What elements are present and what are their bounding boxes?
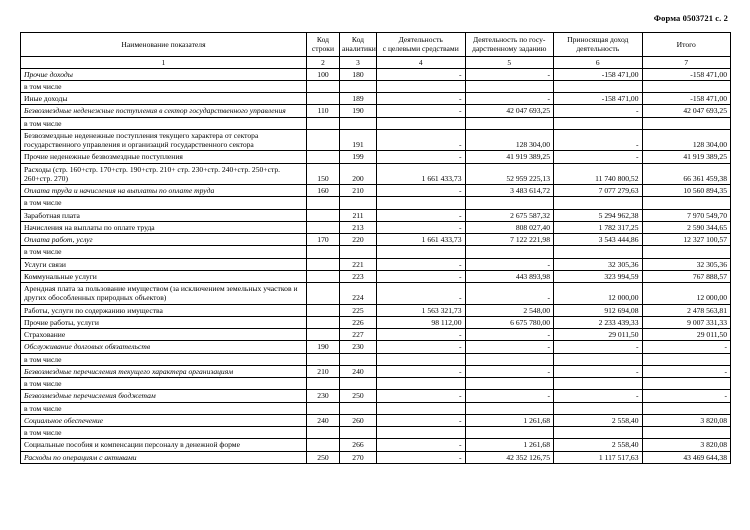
row-indicator-name: Оплата труда и начисления на выплаты по оплате труда — [21, 185, 307, 197]
table-row — [21, 185, 731, 197]
table-row — [21, 378, 731, 390]
column-number-7: 7 — [642, 56, 731, 68]
value-cell-col5: 2 675 587,32 — [465, 209, 554, 221]
header-row-code — [307, 33, 340, 57]
row-indicator-name: Безвозмездные неденежные поступления текущего характера от сектора государственного управления и организаций государственного сектора — [21, 129, 307, 151]
row-indicator-name: Расходы по операциям с активами — [21, 451, 307, 463]
header-targeted-funds-activity — [377, 33, 466, 57]
row-indicator-name: в том числе — [21, 378, 307, 390]
value-cell-col6 — [554, 80, 643, 92]
row-code-cell — [307, 93, 340, 105]
value-cell-col4: 1 661 433,73 — [377, 234, 466, 246]
analytics-code-cell — [340, 197, 377, 209]
row-indicator-name: Работы, услуги по содержанию имущества — [21, 304, 307, 316]
row-indicator-name: Безвозмездные перечисления текущего характера организациям — [21, 365, 307, 377]
analytics-code-cell — [340, 80, 377, 92]
row-code-cell: 250 — [307, 451, 340, 463]
row-code-cell: 230 — [307, 390, 340, 402]
value-cell-col6: - — [554, 390, 643, 402]
row-indicator-name: Социальные пособия и компенсации персоналу в денежной форме — [21, 439, 307, 451]
analytics-code-cell: 226 — [340, 316, 377, 328]
table-row — [21, 390, 731, 402]
header-row-code-line1: Код — [316, 35, 330, 44]
value-cell-col7: 29 011,50 — [642, 329, 731, 341]
value-cell-col6: - — [554, 105, 643, 117]
table-row — [21, 283, 731, 305]
row-code-cell: 210 — [307, 365, 340, 377]
header-col5-line2: дарственному заданию — [472, 44, 547, 54]
value-cell-col6: 12 000,00 — [554, 283, 643, 305]
analytics-code-cell: 190 — [340, 105, 377, 117]
value-cell-col6 — [554, 353, 643, 365]
value-cell-col5: - — [465, 93, 554, 105]
value-cell-col6: - — [554, 341, 643, 353]
value-cell-col4: - — [377, 329, 466, 341]
analytics-code-cell — [340, 378, 377, 390]
row-indicator-name: Прочие работы, услуги — [21, 316, 307, 328]
value-cell-col6: -158 471,00 — [554, 93, 643, 105]
row-code-cell: 160 — [307, 185, 340, 197]
row-code-cell — [307, 427, 340, 439]
row-code-cell: 170 — [307, 234, 340, 246]
value-cell-col5: 443 893,98 — [465, 270, 554, 282]
value-cell-col5: - — [465, 365, 554, 377]
analytics-code-cell — [340, 402, 377, 414]
value-cell-col6: 912 694,08 — [554, 304, 643, 316]
value-cell-col5: 7 122 221,98 — [465, 234, 554, 246]
value-cell-col4 — [377, 80, 466, 92]
analytics-code-cell — [340, 246, 377, 258]
row-code-cell: 150 — [307, 163, 340, 185]
row-code-cell — [307, 270, 340, 282]
row-code-cell — [307, 151, 340, 163]
value-cell-col5: 41 919 389,25 — [465, 151, 554, 163]
value-cell-col5: 42 352 126,75 — [465, 451, 554, 463]
value-cell-col7: 41 919 389,25 — [642, 151, 731, 163]
value-cell-col4: 98 112,00 — [377, 316, 466, 328]
value-cell-col4: - — [377, 105, 466, 117]
row-indicator-name: Социальное обеспечение — [21, 414, 307, 426]
table-row — [21, 427, 731, 439]
table-row — [21, 105, 731, 117]
value-cell-col6: -158 471,00 — [554, 68, 643, 80]
value-cell-col6: 32 305,36 — [554, 258, 643, 270]
value-cell-col7: 3 820,08 — [642, 414, 731, 426]
row-code-cell — [307, 209, 340, 221]
value-cell-col6: 29 011,50 — [554, 329, 643, 341]
value-cell-col4: - — [377, 439, 466, 451]
value-cell-col7 — [642, 80, 731, 92]
value-cell-col7: 3 820,08 — [642, 439, 731, 451]
value-cell-col5 — [465, 378, 554, 390]
value-cell-col7: 32 305,36 — [642, 258, 731, 270]
value-cell-col7: 43 469 644,38 — [642, 451, 731, 463]
row-indicator-name: Прочие неденежные безвозмездные поступления — [21, 151, 307, 163]
analytics-code-cell: 270 — [340, 451, 377, 463]
table-row — [21, 68, 731, 80]
column-number-3: 3 — [340, 56, 377, 68]
value-cell-col5: 3 483 614,72 — [465, 185, 554, 197]
row-indicator-name: Услуги связи — [21, 258, 307, 270]
value-cell-col6: 2 558,40 — [554, 439, 643, 451]
value-cell-col5 — [465, 117, 554, 129]
value-cell-col4: - — [377, 68, 466, 80]
value-cell-col4 — [377, 197, 466, 209]
row-indicator-name: Коммунальные услуги — [21, 270, 307, 282]
value-cell-col4 — [377, 378, 466, 390]
row-code-cell — [307, 129, 340, 151]
row-indicator-name: в том числе — [21, 197, 307, 209]
row-code-cell — [307, 378, 340, 390]
table-row — [21, 163, 731, 185]
value-cell-col7 — [642, 427, 731, 439]
value-cell-col4: - — [377, 258, 466, 270]
value-cell-col7 — [642, 402, 731, 414]
analytics-code-cell: 191 — [340, 129, 377, 151]
value-cell-col4: - — [377, 129, 466, 151]
analytics-code-cell: 225 — [340, 304, 377, 316]
header-state-task-activity — [465, 33, 554, 57]
value-cell-col4: - — [377, 151, 466, 163]
value-cell-col6: 1 117 517,63 — [554, 451, 643, 463]
value-cell-col5 — [465, 427, 554, 439]
analytics-code-cell: 213 — [340, 221, 377, 233]
analytics-code-cell: 221 — [340, 258, 377, 270]
column-number-4: 4 — [377, 56, 466, 68]
value-cell-col7: - — [642, 390, 731, 402]
analytics-code-cell: 266 — [340, 439, 377, 451]
value-cell-col5: - — [465, 341, 554, 353]
value-cell-col7 — [642, 353, 731, 365]
row-code-cell — [307, 316, 340, 328]
row-code-cell — [307, 258, 340, 270]
table-row — [21, 329, 731, 341]
value-cell-col6 — [554, 378, 643, 390]
row-code-cell — [307, 221, 340, 233]
analytics-code-cell — [340, 117, 377, 129]
value-cell-col5: - — [465, 390, 554, 402]
analytics-code-cell: 220 — [340, 234, 377, 246]
row-indicator-name: Безвозмездные неденежные поступления в сектор государственного управления — [21, 105, 307, 117]
value-cell-col5: 808 027,40 — [465, 221, 554, 233]
value-cell-col7: 66 361 459,38 — [642, 163, 731, 185]
value-cell-col4 — [377, 353, 466, 365]
value-cell-col7: 42 047 693,25 — [642, 105, 731, 117]
value-cell-col6: - — [554, 365, 643, 377]
value-cell-col4 — [377, 402, 466, 414]
value-cell-col5: 2 548,00 — [465, 304, 554, 316]
row-code-cell: 110 — [307, 105, 340, 117]
value-cell-col7 — [642, 117, 731, 129]
row-code-cell — [307, 304, 340, 316]
financial-report-table — [20, 32, 731, 464]
value-cell-col6: 11 740 800,52 — [554, 163, 643, 185]
value-cell-col6 — [554, 402, 643, 414]
value-cell-col4 — [377, 246, 466, 258]
header-total: Итого — [642, 33, 731, 57]
column-number-2: 2 — [307, 56, 340, 68]
header-col4-line1: Деятельность — [398, 35, 443, 44]
column-number-1: 1 — [21, 56, 307, 68]
table-row — [21, 117, 731, 129]
value-cell-col4: - — [377, 341, 466, 353]
row-indicator-name: в том числе — [21, 117, 307, 129]
analytics-code-cell — [340, 353, 377, 365]
analytics-code-cell: 180 — [340, 68, 377, 80]
value-cell-col6: 7 077 279,63 — [554, 185, 643, 197]
value-cell-col5 — [465, 402, 554, 414]
value-cell-col7: 7 970 549,70 — [642, 209, 731, 221]
header-col5-line1: Деятельность по госу- — [473, 35, 546, 44]
analytics-code-cell: 211 — [340, 209, 377, 221]
table-row — [21, 365, 731, 377]
value-cell-col6: 5 294 962,38 — [554, 209, 643, 221]
value-cell-col7: 9 007 331,33 — [642, 316, 731, 328]
value-cell-col7: 767 888,57 — [642, 270, 731, 282]
value-cell-col5: - — [465, 329, 554, 341]
value-cell-col5: 6 675 780,00 — [465, 316, 554, 328]
value-cell-col5 — [465, 246, 554, 258]
table-row — [21, 439, 731, 451]
value-cell-col5: 1 261,68 — [465, 439, 554, 451]
table-row — [21, 221, 731, 233]
table-row — [21, 246, 731, 258]
value-cell-col6 — [554, 427, 643, 439]
value-cell-col6 — [554, 246, 643, 258]
table-row — [21, 414, 731, 426]
table-body — [21, 68, 731, 463]
value-cell-col7: 2 478 563,81 — [642, 304, 731, 316]
value-cell-col4: - — [377, 221, 466, 233]
row-code-cell — [307, 117, 340, 129]
row-indicator-name: Расходы (стр. 160+стр. 170+стр. 190+стр. 210+ стр. 230+стр. 240+стр. 250+стр. 260+стр. 270) — [21, 163, 307, 185]
row-indicator-name: Безвозмездные перечисления бюджетам — [21, 390, 307, 402]
value-cell-col4: - — [377, 414, 466, 426]
analytics-code-cell: 240 — [340, 365, 377, 377]
value-cell-col4: - — [377, 209, 466, 221]
value-cell-col6: 323 994,59 — [554, 270, 643, 282]
header-income-generating-activity — [554, 33, 643, 57]
table-row — [21, 353, 731, 365]
analytics-code-cell — [340, 427, 377, 439]
row-indicator-name: Иные доходы — [21, 93, 307, 105]
analytics-code-cell: 223 — [340, 270, 377, 282]
row-indicator-name: в том числе — [21, 427, 307, 439]
row-code-cell — [307, 197, 340, 209]
value-cell-col7: 12 000,00 — [642, 283, 731, 305]
row-code-cell — [307, 283, 340, 305]
value-cell-col6: - — [554, 129, 643, 151]
value-cell-col6: - — [554, 151, 643, 163]
row-code-cell — [307, 353, 340, 365]
table-row — [21, 234, 731, 246]
table-row — [21, 151, 731, 163]
value-cell-col5: 52 959 225,13 — [465, 163, 554, 185]
value-cell-col6: 3 543 444,86 — [554, 234, 643, 246]
analytics-code-cell: 260 — [340, 414, 377, 426]
value-cell-col7: 10 560 894,35 — [642, 185, 731, 197]
table-row — [21, 209, 731, 221]
header-row-column-numbers — [21, 56, 731, 68]
header-analytics-code-line1: Код — [351, 35, 365, 44]
value-cell-col5: - — [465, 258, 554, 270]
value-cell-col7: 12 327 100,57 — [642, 234, 731, 246]
value-cell-col4: 1 661 433,73 — [377, 163, 466, 185]
row-indicator-name: Страхование — [21, 329, 307, 341]
value-cell-col7: - — [642, 341, 731, 353]
analytics-code-cell: 227 — [340, 329, 377, 341]
value-cell-col5: 42 047 693,25 — [465, 105, 554, 117]
header-col6-line2: деятельность — [576, 44, 620, 54]
header-analytics-code-line2: аналитики — [342, 44, 376, 54]
value-cell-col7 — [642, 246, 731, 258]
value-cell-col4: - — [377, 283, 466, 305]
analytics-code-cell: 200 — [340, 163, 377, 185]
value-cell-col4: - — [377, 390, 466, 402]
header-analytics-code — [340, 33, 377, 57]
table-row — [21, 451, 731, 463]
table-row — [21, 80, 731, 92]
column-number-6: 6 — [554, 56, 643, 68]
financial-table-container — [20, 32, 730, 464]
row-indicator-name: в том числе — [21, 353, 307, 365]
value-cell-col5 — [465, 80, 554, 92]
row-indicator-name: Арендная плата за пользование имуществом (за исключением земельных участков и других обособленных природных объектов) — [21, 283, 307, 305]
value-cell-col6: 2 233 439,33 — [554, 316, 643, 328]
table-row — [21, 258, 731, 270]
value-cell-col7 — [642, 197, 731, 209]
value-cell-col6: 2 558,40 — [554, 414, 643, 426]
value-cell-col4: - — [377, 270, 466, 282]
value-cell-col7: -158 471,00 — [642, 93, 731, 105]
row-indicator-name: Оплата работ, услуг — [21, 234, 307, 246]
value-cell-col5 — [465, 197, 554, 209]
value-cell-col7 — [642, 378, 731, 390]
row-code-cell — [307, 439, 340, 451]
row-indicator-name: в том числе — [21, 246, 307, 258]
value-cell-col4 — [377, 427, 466, 439]
table-row — [21, 304, 731, 316]
value-cell-col7: 2 590 344,65 — [642, 221, 731, 233]
row-indicator-name: в том числе — [21, 402, 307, 414]
value-cell-col4 — [377, 117, 466, 129]
analytics-code-cell: 199 — [340, 151, 377, 163]
column-number-5: 5 — [465, 56, 554, 68]
table-row — [21, 402, 731, 414]
form-code-label: Форма 0503721 с. 2 — [653, 13, 728, 23]
table-row — [21, 270, 731, 282]
value-cell-col4: - — [377, 451, 466, 463]
value-cell-col6 — [554, 117, 643, 129]
row-code-cell — [307, 329, 340, 341]
table-row — [21, 129, 731, 151]
analytics-code-cell: 250 — [340, 390, 377, 402]
row-indicator-name: Заработная плата — [21, 209, 307, 221]
table-row — [21, 93, 731, 105]
value-cell-col7: 128 304,00 — [642, 129, 731, 151]
row-indicator-name: Прочие доходы — [21, 68, 307, 80]
row-code-cell — [307, 246, 340, 258]
header-row-titles — [21, 33, 731, 57]
row-code-cell: 100 — [307, 68, 340, 80]
analytics-code-cell: 189 — [340, 93, 377, 105]
value-cell-col5: - — [465, 68, 554, 80]
analytics-code-cell: 210 — [340, 185, 377, 197]
value-cell-col4: - — [377, 365, 466, 377]
value-cell-col7: - — [642, 365, 731, 377]
row-indicator-name: Обслуживание долговых обязательств — [21, 341, 307, 353]
header-indicator-name: Наименование показателя — [21, 33, 307, 57]
header-row-code-line2: строки — [311, 44, 335, 54]
value-cell-col5: 1 261,68 — [465, 414, 554, 426]
row-code-cell — [307, 80, 340, 92]
value-cell-col4: 1 563 321,73 — [377, 304, 466, 316]
value-cell-col5: 128 304,00 — [465, 129, 554, 151]
row-indicator-name: в том числе — [21, 80, 307, 92]
analytics-code-cell: 224 — [340, 283, 377, 305]
table-row — [21, 316, 731, 328]
analytics-code-cell: 230 — [340, 341, 377, 353]
header-col4-line2: с целевыми средствами — [382, 44, 459, 54]
table-header — [21, 33, 731, 69]
row-code-cell: 240 — [307, 414, 340, 426]
value-cell-col5 — [465, 353, 554, 365]
row-code-cell — [307, 402, 340, 414]
value-cell-col6: 1 782 317,25 — [554, 221, 643, 233]
value-cell-col5: - — [465, 283, 554, 305]
value-cell-col6 — [554, 197, 643, 209]
value-cell-col4: - — [377, 185, 466, 197]
table-row — [21, 341, 731, 353]
value-cell-col4: - — [377, 93, 466, 105]
header-col6-line1: Приносящая доход — [567, 35, 629, 44]
row-indicator-name: Начисления на выплаты по оплате труда — [21, 221, 307, 233]
value-cell-col7: -158 471,00 — [642, 68, 731, 80]
table-row — [21, 197, 731, 209]
row-code-cell: 190 — [307, 341, 340, 353]
